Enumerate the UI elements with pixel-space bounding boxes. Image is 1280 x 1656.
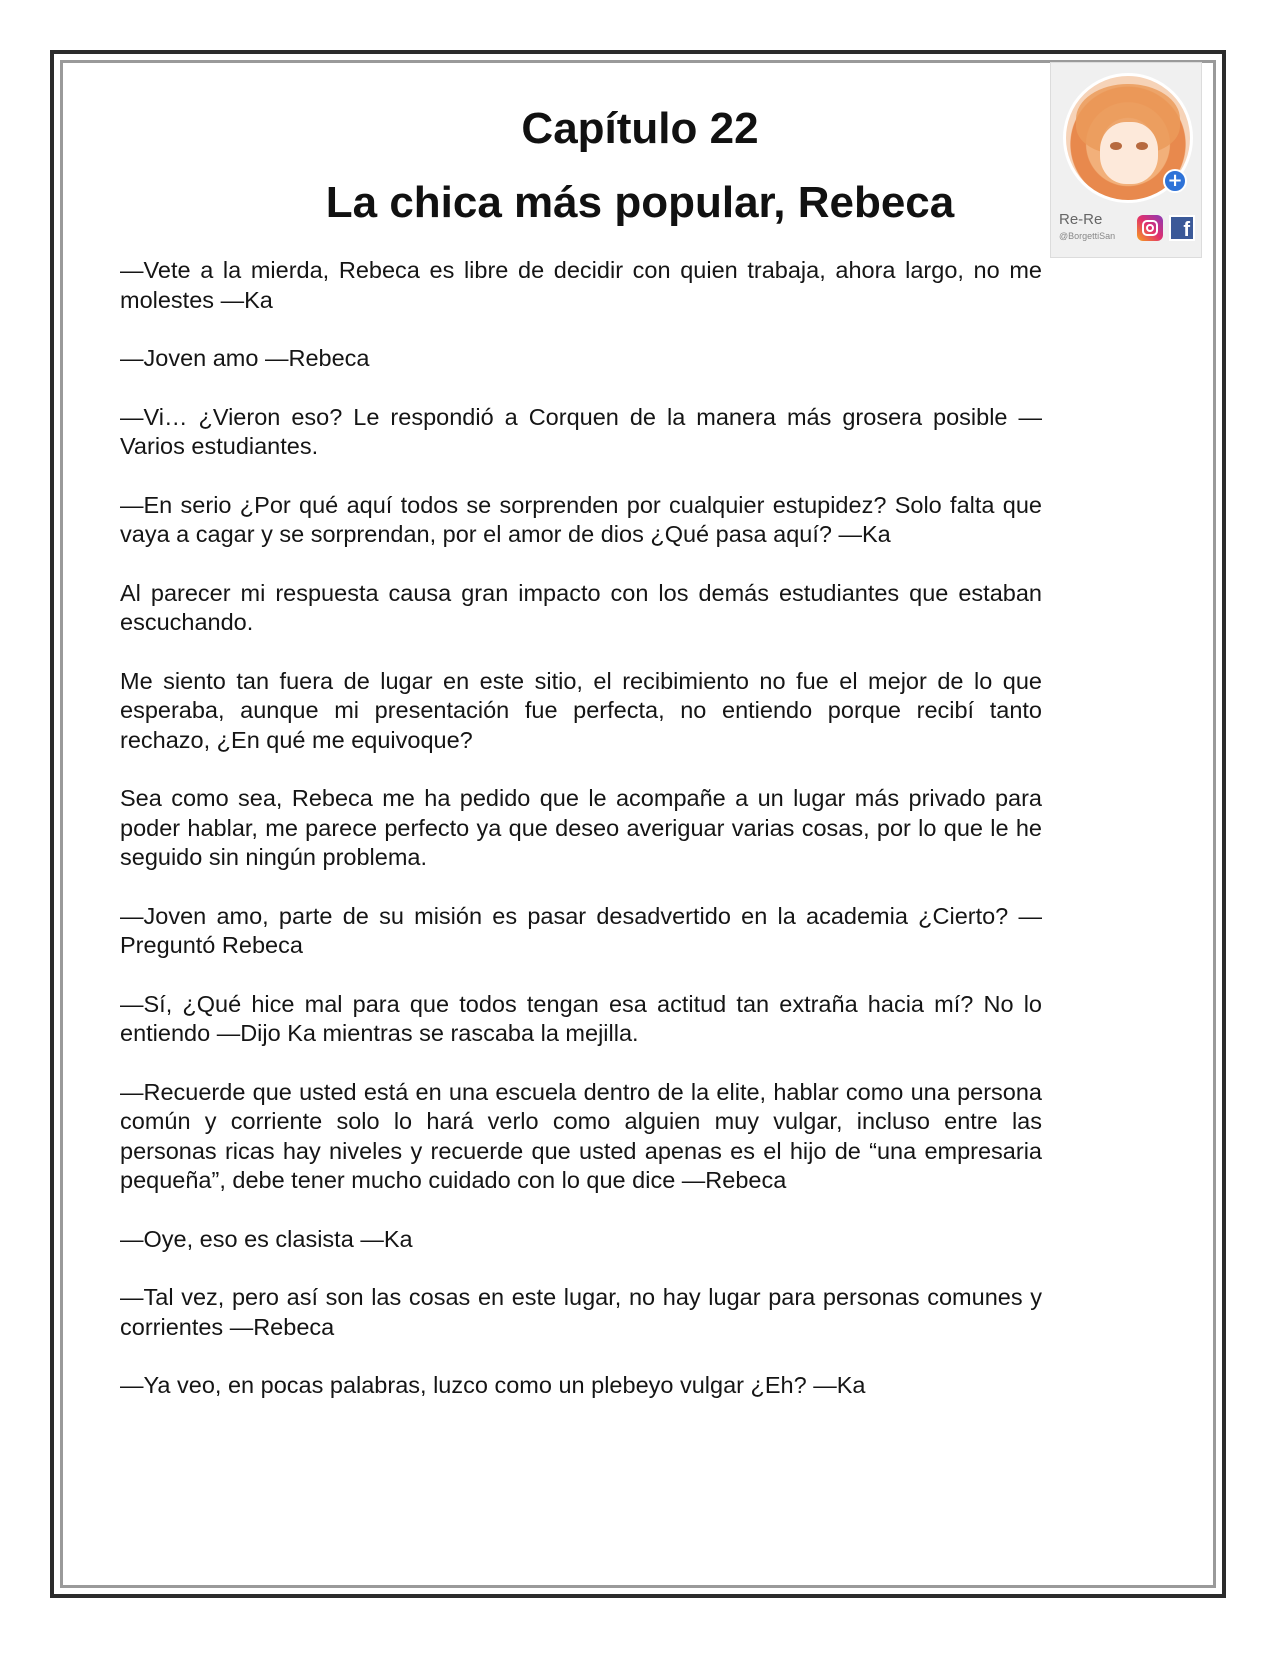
paragraph: Al parecer mi respuesta causa gran impacto con los demás estudiantes que estaban escuchando. bbox=[120, 579, 1042, 635]
paragraph: —En serio ¿Por qué aquí todos se sorprenden por cualquier estupidez? Solo falta que vaya a cagar y se sorprendan, por el amor de dios ¿Qué pasa aquí? —Ka bbox=[120, 491, 1042, 547]
plus-icon: + bbox=[1163, 169, 1187, 193]
chapter-title: La chica más popular, Rebeca bbox=[325, 178, 955, 227]
author-name: Re-Re bbox=[1059, 211, 1103, 228]
avatar-face bbox=[1100, 122, 1158, 184]
paragraph: —Joven amo —Rebeca bbox=[120, 345, 370, 371]
paragraph: Me siento tan fuera de lugar en este sitio, el recibimiento no fue el mejor de lo que esperaba, aunque mi presentación fue perfecta, no entiendo porque recibí tanto rechazo, ¿En qué me equivoque? bbox=[120, 667, 1042, 753]
avatar-eye-left bbox=[1110, 142, 1122, 150]
author-handle: @BorgettiSan bbox=[1059, 231, 1116, 241]
paragraph: —Sí, ¿Qué hice mal para que todos tengan esa actitud tan extraña hacia mí? No lo entiendo —Dijo Ka mientras se rascaba la mejilla. bbox=[120, 990, 1042, 1046]
facebook-icon: f bbox=[1169, 215, 1195, 241]
paragraph: —Vi… ¿Vieron eso? Le respondió a Corquen de la manera más grosera posible —Varios estudiantes. bbox=[120, 403, 1042, 459]
chapter-number: Capítulo 22 bbox=[521, 104, 759, 153]
author-profile-badge bbox=[1050, 62, 1202, 258]
paragraph: —Recuerde que usted está en una escuela dentro de la elite, hablar como una persona común y corriente solo lo hará verlo como alguien muy vulgar, incluso entre las personas ricas hay niveles y recuerde que usted apenas es el hijo de “una empresaria pequeña”, debe tener mucho cuidado con lo que dice —Rebeca bbox=[120, 1078, 1042, 1193]
chapter-body bbox=[120, 256, 1042, 1430]
paragraph: —Joven amo, parte de su misión es pasar desadvertido en la academia ¿Cierto? —Preguntó Rebeca bbox=[120, 902, 1042, 958]
avatar-eye-right bbox=[1136, 142, 1148, 150]
paragraph: —Vete a la mierda, Rebeca es libre de decidir con quien trabaja, ahora largo, no me molestes —Ka bbox=[120, 257, 1042, 313]
instagram-icon bbox=[1137, 215, 1163, 241]
paragraph: —Tal vez, pero así son las cosas en este lugar, no hay lugar para personas comunes y corrientes —Rebeca bbox=[120, 1284, 1042, 1340]
paragraph: —Oye, eso es clasista —Ka bbox=[120, 1225, 413, 1252]
paragraph: Sea como sea, Rebeca me ha pedido que le acompañe a un lugar más privado para poder hablar, me parece perfecto ya que deseo averiguar varias cosas, por lo que le he seguido sin ningún problema. bbox=[120, 785, 1042, 870]
paragraph: —Ya veo, en pocas palabras, luzco como un plebeyo vulgar ¿Eh? —Ka bbox=[120, 1372, 866, 1398]
